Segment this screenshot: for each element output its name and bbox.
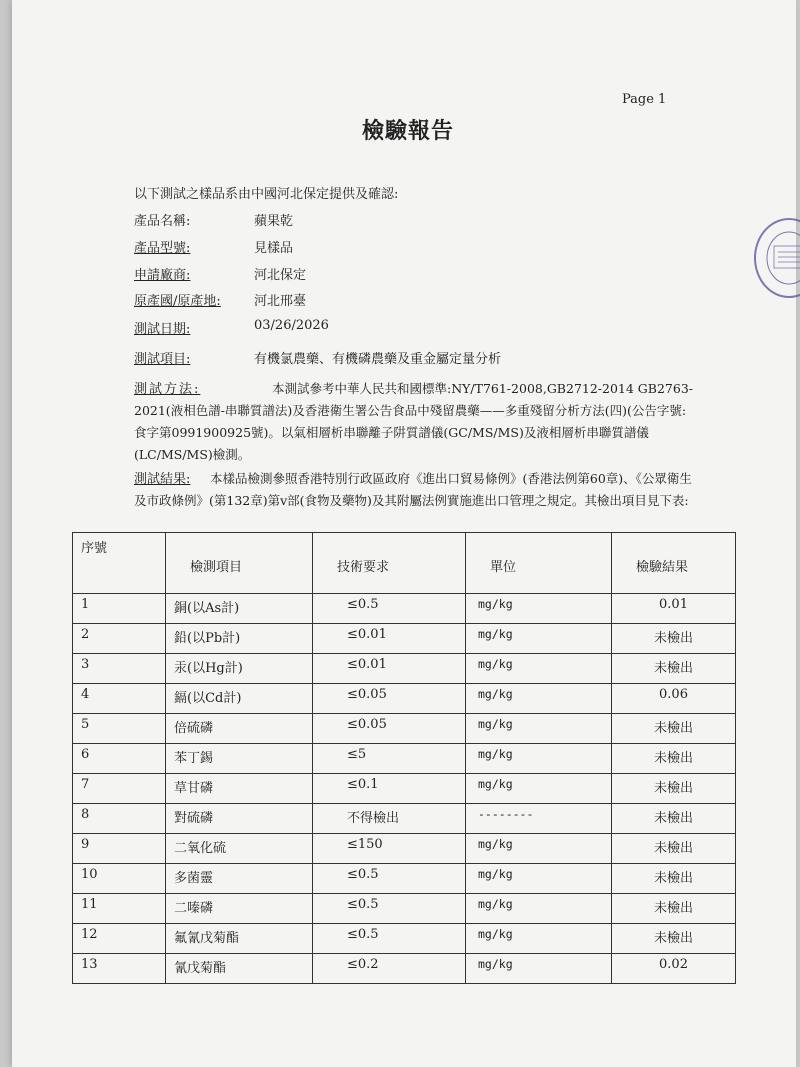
cell-no: 8	[73, 804, 166, 834]
cell-no: 6	[73, 744, 166, 774]
cell-result: 0.06	[612, 684, 736, 714]
cell-requirement: ≤0.5	[313, 594, 466, 624]
cell-result: 未檢出	[612, 924, 736, 954]
cell-unit: mg/kg	[466, 924, 612, 954]
cell-item: 二嗪磷	[166, 894, 313, 924]
cell-item: 二氧化硫	[166, 834, 313, 864]
results-label: 測試結果:	[134, 472, 191, 487]
field-label-applicant: 申請廠商:	[134, 268, 191, 283]
cell-item: 對硫磷	[166, 804, 313, 834]
cell-item: 銅(以As計)	[166, 594, 313, 624]
cell-requirement: ≤150	[313, 834, 466, 864]
cell-no: 4	[73, 684, 166, 714]
cell-result: 未檢出	[612, 834, 736, 864]
cell-result: 未檢出	[612, 714, 736, 744]
table-row	[73, 744, 736, 774]
cell-unit: mg/kg	[466, 774, 612, 804]
cell-unit: mg/kg	[466, 624, 612, 654]
field-value-model: 見樣品	[254, 241, 294, 256]
cell-no: 11	[73, 894, 166, 924]
cell-result: 未檢出	[612, 804, 736, 834]
cell-requirement: ≤0.2	[313, 954, 466, 984]
cell-unit: mg/kg	[466, 654, 612, 684]
cell-no: 13	[73, 954, 166, 984]
field-label-origin: 原產國/原產地:	[134, 294, 221, 309]
cell-result: 未檢出	[612, 774, 736, 804]
method-text: 本測試參考中華人民共和國標準:NY/T761-2008,GB2712-2014 GB2763-2021(液相色譜-串聯質譜法)及香港衛生署公告食品中殘留農藥——多重殘留分析方法(四)(公告字號:食字第0991900925號)。以氣相層析串聯離子阱質譜儀(GC/MS/MS)及液相層析串聯質譜儀(LC/MS/MS)檢測。	[134, 381, 694, 462]
header-item: 檢測項目	[166, 533, 313, 594]
cell-no: 2	[73, 624, 166, 654]
field-value-origin: 河北邢臺	[254, 294, 307, 309]
lab-stamp-seal	[754, 218, 800, 298]
cell-item: 氰戊菊酯	[166, 954, 313, 984]
cell-no: 5	[73, 714, 166, 744]
table-row	[73, 894, 736, 924]
table-header-row	[73, 533, 736, 594]
field-label-test-items: 測試項目:	[134, 352, 191, 367]
intro-text: 以下測試之樣品系由中國河北保定提供及確認:	[134, 187, 399, 202]
table-row	[73, 594, 736, 624]
cell-unit: mg/kg	[466, 684, 612, 714]
table-row	[73, 864, 736, 894]
cell-requirement: ≤0.01	[313, 624, 466, 654]
table-row	[73, 804, 736, 834]
cell-result: 未檢出	[612, 744, 736, 774]
cell-no: 9	[73, 834, 166, 864]
table-row	[73, 684, 736, 714]
table-row	[73, 774, 736, 804]
field-value-test-date: 03/26/2026	[254, 318, 329, 333]
cell-requirement: ≤0.01	[313, 654, 466, 684]
cell-requirement: 不得檢出	[313, 804, 466, 834]
cell-item: 鉛(以Pb計)	[166, 624, 313, 654]
cell-result: 未檢出	[612, 624, 736, 654]
table-row	[73, 924, 736, 954]
header-result: 檢驗結果	[612, 533, 736, 594]
table-row	[73, 954, 736, 984]
cell-requirement: ≤0.5	[313, 894, 466, 924]
results-table	[72, 532, 736, 984]
field-label-model: 產品型號:	[134, 241, 191, 256]
cell-item: 汞(以Hg計)	[166, 654, 313, 684]
cell-requirement: ≤0.05	[313, 684, 466, 714]
cell-item: 鎘(以Cd計)	[166, 684, 313, 714]
cell-unit: mg/kg	[466, 864, 612, 894]
cell-result: 0.01	[612, 594, 736, 624]
cell-no: 10	[73, 864, 166, 894]
cell-item: 苯丁錫	[166, 744, 313, 774]
cell-no: 3	[73, 654, 166, 684]
stamp-icon	[756, 220, 800, 296]
field-value-test-items: 有機氯農藥、有機磷農藥及重金屬定量分析	[254, 352, 502, 367]
cell-unit: mg/kg	[466, 594, 612, 624]
cell-requirement: ≤0.1	[313, 774, 466, 804]
header-unit: 單位	[466, 533, 612, 594]
cell-requirement: ≤0.5	[313, 924, 466, 954]
field-value-product-name: 蘋果乾	[254, 214, 294, 229]
cell-unit: mg/kg	[466, 744, 612, 774]
cell-result: 未檢出	[612, 894, 736, 924]
table-row	[73, 624, 736, 654]
cell-unit: mg/kg	[466, 954, 612, 984]
field-label-test-date: 測試日期:	[134, 322, 191, 337]
results-text: 本樣品檢測參照香港特別行政區政府《進出口貿易條例》(香港法例第60章)、《公眾衛生及市政條例》(第132章)第v部(食物及藥物)及其附屬法例實施進出口管理之規定。其檢出項目見下表:	[134, 471, 692, 508]
cell-requirement: ≤5	[313, 744, 466, 774]
header-no: 序號	[73, 533, 166, 594]
cell-result: 未檢出	[612, 864, 736, 894]
report-page	[12, 0, 796, 1067]
header-requirement: 技術要求	[313, 533, 466, 594]
cell-item: 草甘磷	[166, 774, 313, 804]
method-label: 測試方法:	[134, 382, 201, 397]
table-row	[73, 654, 736, 684]
cell-result: 0.02	[612, 954, 736, 984]
cell-unit: mg/kg	[466, 834, 612, 864]
field-value-applicant: 河北保定	[254, 268, 307, 283]
cell-requirement: ≤0.05	[313, 714, 466, 744]
page-number: Page 1	[622, 92, 667, 107]
cell-item: 倍硫磷	[166, 714, 313, 744]
cell-no: 1	[73, 594, 166, 624]
cell-unit: mg/kg	[466, 894, 612, 924]
report-title: 檢驗報告	[362, 118, 455, 144]
cell-requirement: ≤0.5	[313, 864, 466, 894]
cell-no: 12	[73, 924, 166, 954]
cell-item: 多菌靈	[166, 864, 313, 894]
cell-result: 未檢出	[612, 654, 736, 684]
field-label-product-name: 產品名稱:	[134, 214, 191, 229]
cell-item: 氟氰戊菊酯	[166, 924, 313, 954]
cell-no: 7	[73, 774, 166, 804]
table-row	[73, 714, 736, 744]
table-row	[73, 834, 736, 864]
cell-unit: --------	[466, 804, 612, 834]
cell-unit: mg/kg	[466, 714, 612, 744]
